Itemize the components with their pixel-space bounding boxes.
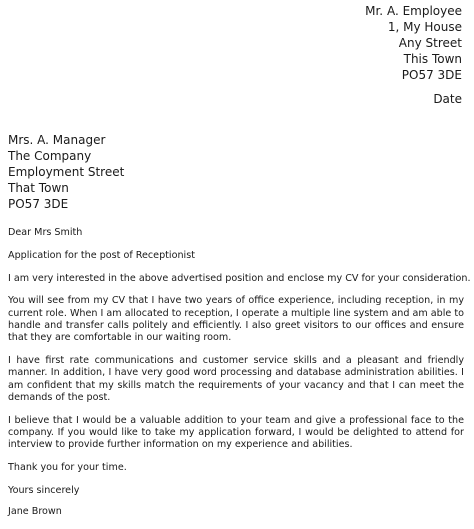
- paragraph-intro: I am very interested in the above advertised position and enclose my CV for your consideration.: [8, 272, 471, 284]
- sender-town: This Town: [403, 52, 462, 66]
- sender-address-line-1: 1, My House: [387, 20, 462, 34]
- recipient-town: That Town: [8, 181, 69, 195]
- letter-body: [8, 227, 471, 529]
- recipient-company: The Company: [8, 149, 92, 163]
- paragraph-thanks: Thank you for your time.: [8, 462, 127, 474]
- sender-name: Mr. A. Employee: [365, 4, 462, 18]
- sender-address: [365, 3, 462, 83]
- paragraph-experience: You will see from my CV that I have two years of office experience, including reception, in my current role. When I am allocated to reception, I operate a multiple line system and am able to handle and transfer calls politely and efficiently. I also greet visitors to our offices and ensure that they are comfortable in our waiting room.: [8, 295, 464, 344]
- recipient-postcode: PO57 3DE: [8, 197, 69, 211]
- closing: Yours sincerely: [8, 484, 80, 496]
- sender-postcode: PO57 3DE: [401, 68, 462, 82]
- signature: Jane Brown: [8, 506, 62, 518]
- paragraph-closing-request: I believe that I would be a valuable addition to your team and give a professional face to the company. If you would like to take my application forward, I would be delighted to attend for interview to provide further information on my experience and abilities.: [8, 414, 464, 451]
- recipient-name: Mrs. A. Manager: [8, 133, 106, 147]
- paragraph-skills: I have first rate communications and customer service skills and a pleasant and friendly manner. In addition, I have very good word processing and database administration abilities. I am confident that my skills match the requirements of your vacancy and that I can meet the demands of the post.: [8, 355, 464, 403]
- letter-date: Date: [433, 92, 462, 106]
- salutation: Dear Mrs Smith: [8, 227, 83, 238]
- sender-street: Any Street: [398, 36, 462, 50]
- recipient-street: Employment Street: [8, 165, 125, 179]
- subject-line: Application for the post of Receptionist: [8, 249, 195, 261]
- recipient-address: [8, 132, 124, 212]
